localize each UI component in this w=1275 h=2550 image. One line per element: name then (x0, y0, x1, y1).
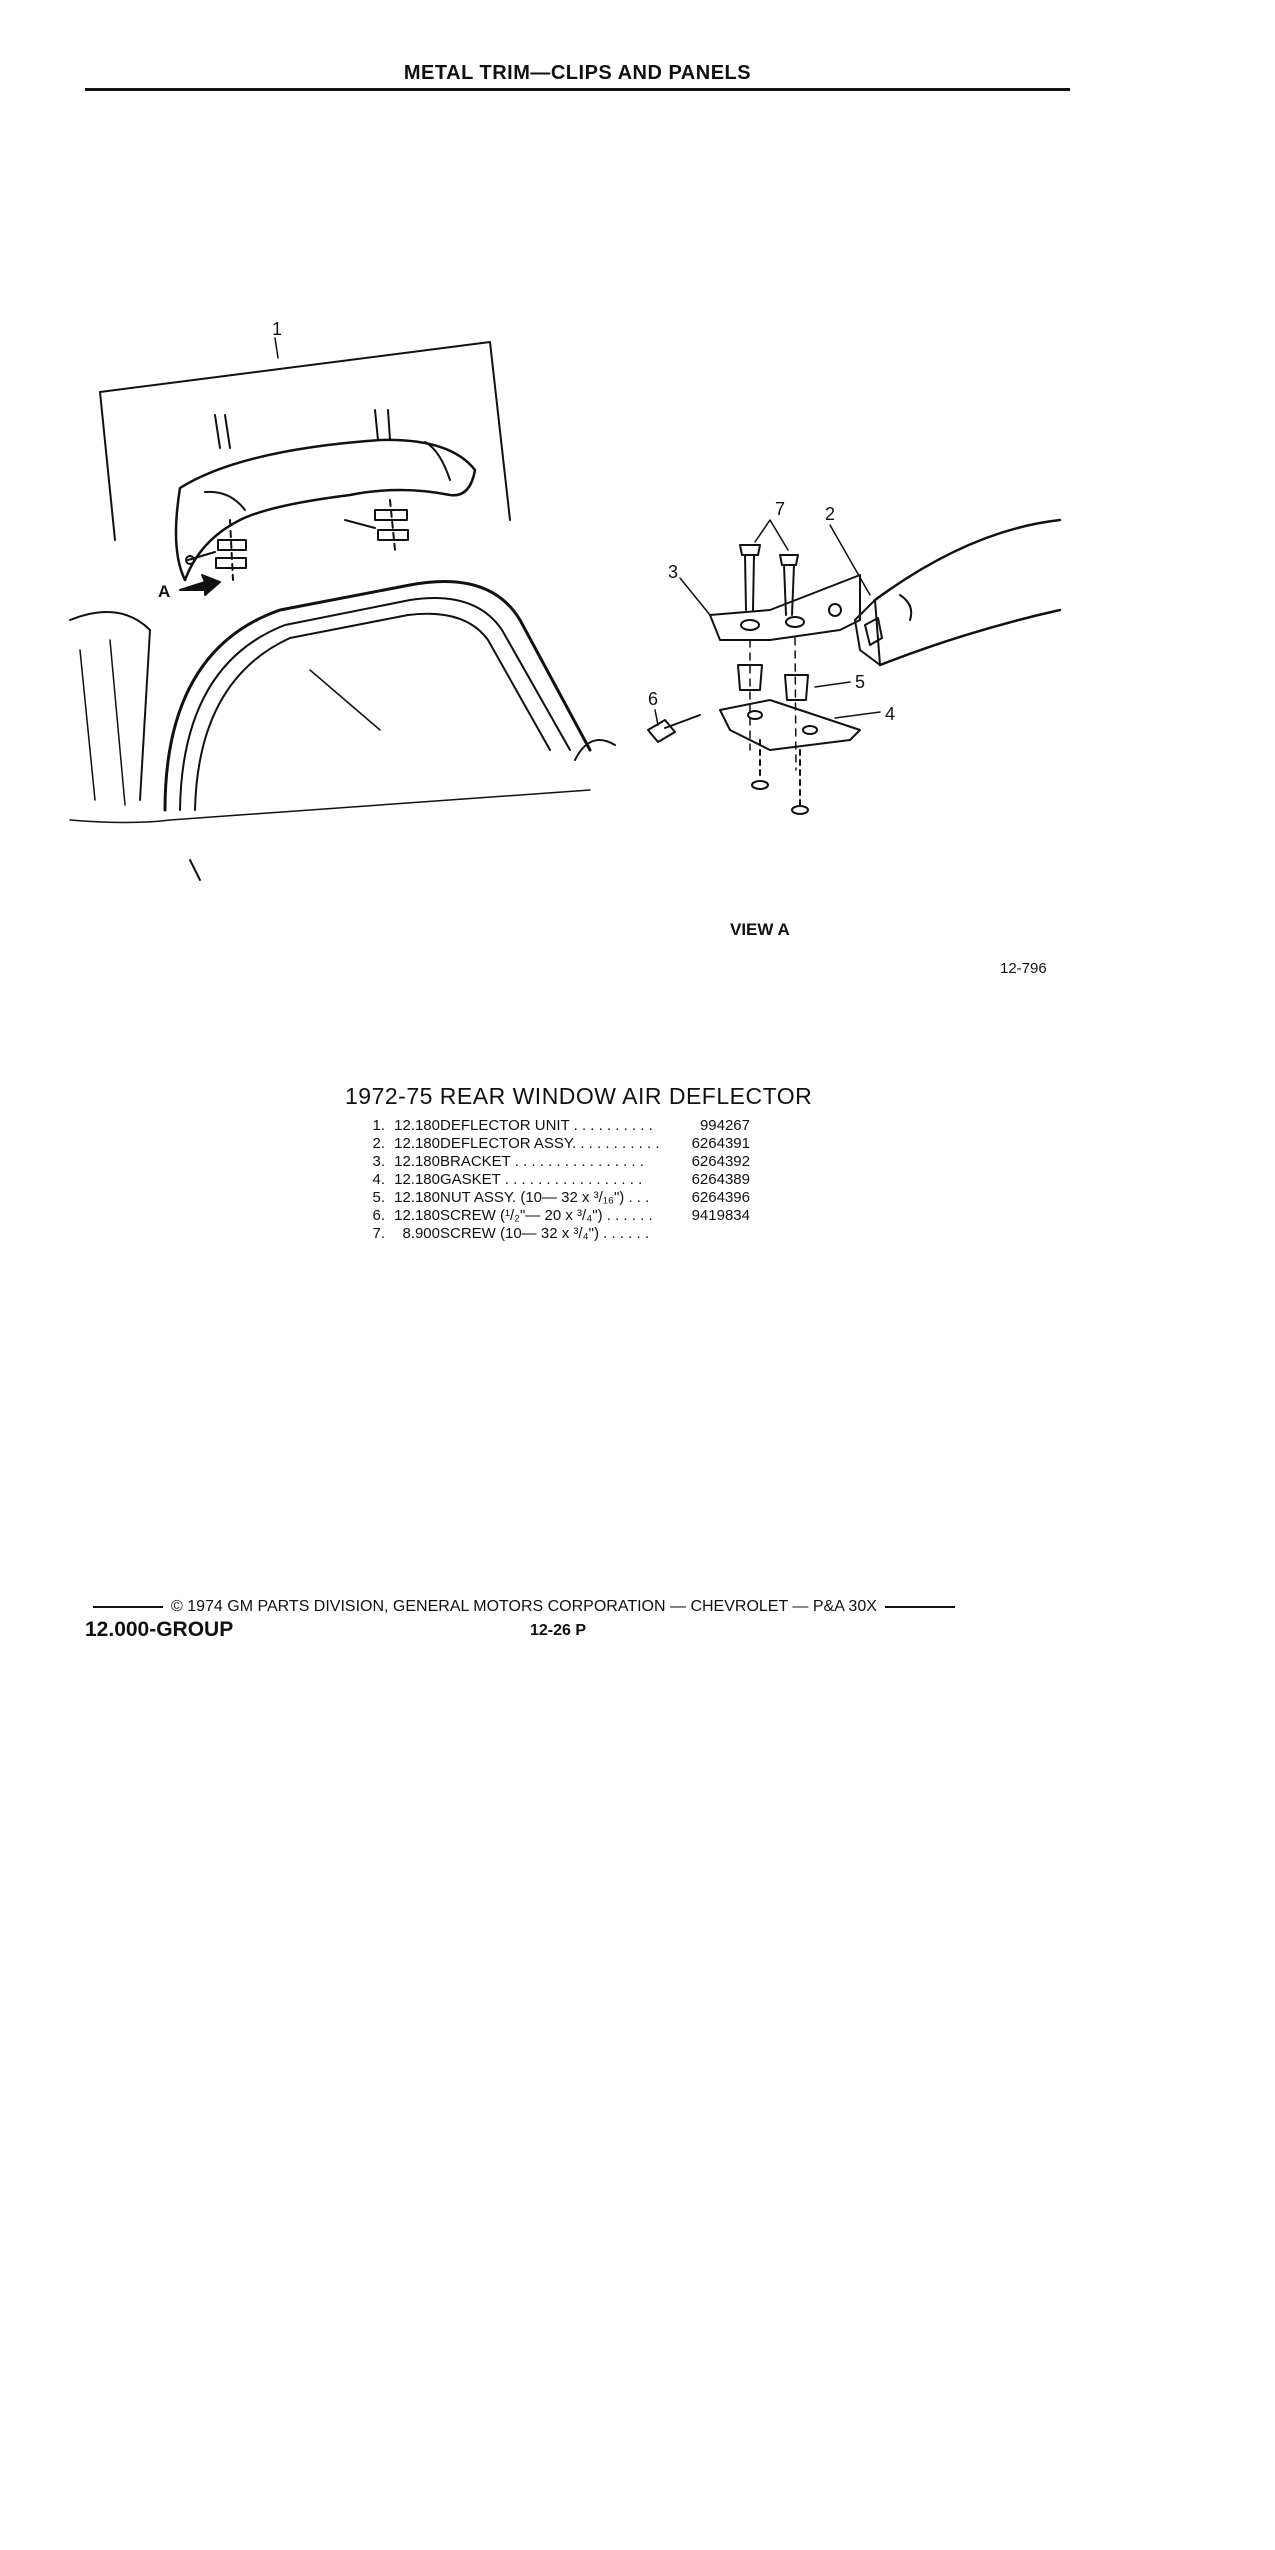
parts-desc-cell: GASKET . . . . . . . . . . . . . . . . . (440, 1171, 643, 1188)
parts-desc-cell: SCREW (10— 32 x ³/₄") . . . . . . (440, 1225, 649, 1242)
nut-assy-5b (785, 675, 808, 700)
table-row (355, 1189, 750, 1207)
parts-group-cell: 12.180 (394, 1189, 440, 1206)
footer-rule-right (885, 1606, 955, 1608)
parts-group-cell: 12.180 (394, 1207, 440, 1224)
roof-panel (100, 342, 510, 520)
table-row (355, 1171, 750, 1189)
footer-group: 12.000-GROUP (85, 1618, 234, 1641)
footer-copyright-line (93, 1598, 1053, 1616)
parts-num-cell: 4. (372, 1171, 385, 1188)
page-title: METAL TRIM—CLIPS AND PANELS (403, 62, 752, 84)
copyright: © 1974 GM PARTS DIVISION, GENERAL MOTORS CORPORATION — CHEVROLET — P&A 30X (171, 1598, 877, 1615)
parts-num-cell: 2. (372, 1135, 385, 1152)
screw-6 (648, 715, 700, 742)
callout-2: 2 (825, 504, 836, 524)
parts-desc-cell: BRACKET . . . . . . . . . . . . . . . . (440, 1153, 644, 1170)
deflector-assy (875, 520, 1060, 665)
callout-1: 1 (272, 319, 283, 339)
table-row (355, 1153, 750, 1171)
footer-page-number: 12-26 P (530, 1622, 587, 1639)
parts-list-title: 1972-75 REAR WINDOW AIR DEFLECTOR (345, 1083, 813, 1109)
view-a-label: VIEW A (730, 920, 790, 939)
table-row (355, 1207, 750, 1225)
parts-part-cell: 6264391 (691, 1135, 750, 1152)
screw-7a (740, 545, 760, 610)
parts-num-cell: 7. (372, 1225, 385, 1242)
exploded-diagram (70, 320, 1060, 970)
parts-desc-cell: SCREW (¹/₂"— 20 x ³/₄") . . . . . . (440, 1207, 653, 1224)
parts-part-cell: 6264389 (691, 1171, 750, 1188)
callout-7: 7 (775, 499, 786, 519)
callout-6: 6 (648, 689, 659, 709)
callout-3: 3 (668, 562, 679, 582)
gasket (720, 700, 860, 750)
parts-group-cell: 12.180 (394, 1153, 440, 1170)
callout-a: A (158, 582, 171, 601)
parts-part-cell: 6264392 (691, 1153, 750, 1170)
callout-4: 4 (885, 704, 896, 724)
parts-group-cell: 12.180 (394, 1117, 440, 1134)
table-row (355, 1225, 750, 1243)
parts-part-cell: 6264396 (691, 1189, 750, 1206)
parts-num-cell: 6. (372, 1207, 385, 1224)
table-row (355, 1117, 750, 1135)
parts-num-cell: 1. (372, 1117, 385, 1134)
header-rule (85, 88, 1070, 91)
parts-group-cell: 8.900 (402, 1225, 440, 1242)
parts-num-cell: 3. (372, 1153, 385, 1170)
parts-desc-cell: NUT ASSY. (10— 32 x ³/₁₆") . . . (440, 1189, 650, 1206)
figure-number: 12-796 (1000, 960, 1047, 977)
parts-group-cell: 12.180 (394, 1135, 440, 1152)
footer-rule-left (93, 1606, 163, 1608)
parts-desc-cell: DEFLECTOR UNIT . . . . . . . . . . (440, 1117, 653, 1134)
rear-window (165, 582, 590, 810)
parts-table (355, 1117, 750, 1243)
parts-part-cell: 9419834 (691, 1207, 750, 1224)
diagram-svg (70, 320, 1060, 970)
parts-part-cell (680, 1225, 750, 1243)
parts-num-cell: 5. (372, 1189, 385, 1206)
parts-part-cell: 994267 (699, 1117, 750, 1134)
callout-5: 5 (855, 672, 866, 692)
parts-group-cell: 12.180 (394, 1171, 440, 1188)
parts-desc-cell: DEFLECTOR ASSY. . . . . . . . . . . (440, 1135, 660, 1152)
table-row (355, 1135, 750, 1153)
